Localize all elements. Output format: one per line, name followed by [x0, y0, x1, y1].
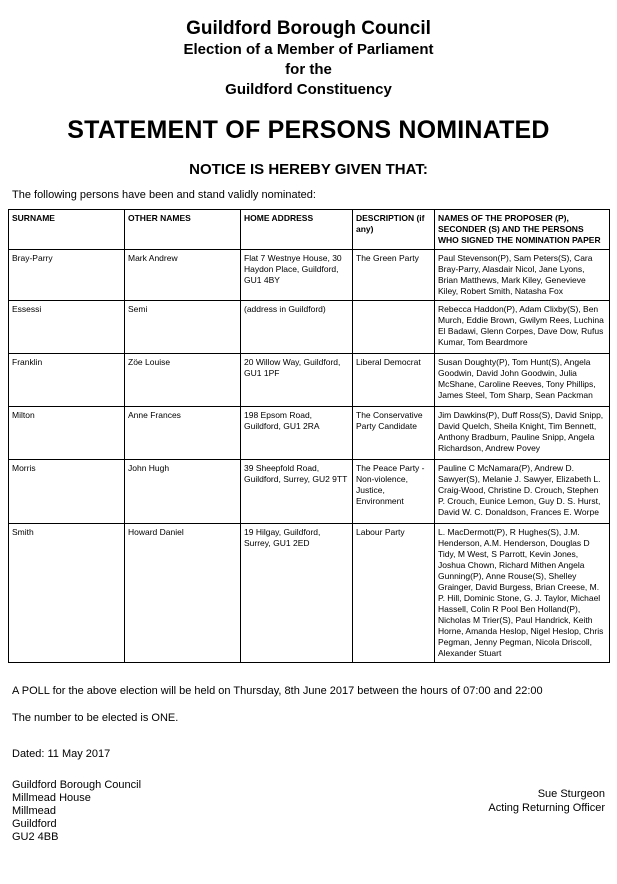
cell-address: 39 Sheepfold Road, Guildford, Surrey, GU2 9TT — [241, 460, 353, 524]
cell-other-names: Zöe Louise — [125, 354, 241, 407]
header-surname: SURNAME — [9, 210, 125, 250]
address-line: Guildford Borough Council — [12, 779, 142, 791]
address-line: GU2 4BB — [12, 831, 59, 843]
cell-other-names: Howard Daniel — [125, 524, 241, 663]
cell-surname: Smith — [9, 524, 125, 663]
table-row — [9, 301, 610, 354]
cell-description — [353, 301, 435, 354]
cell-surname: Franklin — [9, 354, 125, 407]
cell-surname: Bray-Parry — [9, 250, 125, 301]
header-home-address: HOME ADDRESS — [241, 210, 353, 250]
cell-description: Labour Party — [353, 524, 435, 663]
notice-heading: NOTICE IS HEREBY GIVEN THAT: — [189, 161, 428, 178]
cell-proposers: Paul Stevenson(P), Sam Peters(S), Cara Bray-Parry, Alasdair Nicol, Jane Lyons, Brian Matthews, Mark Kiley, Genevieve Kiley, Robert Smith, Natasha Fox — [435, 250, 610, 301]
cell-other-names: Semi — [125, 301, 241, 354]
nominations-table — [8, 209, 610, 663]
cell-address: 198 Epsom Road, Guildford, GU1 2RA — [241, 407, 353, 460]
cell-address: 20 Willow Way, Guildford, GU1 1PF — [241, 354, 353, 407]
signature-block — [488, 787, 605, 815]
header-description: DESCRIPTION (if any) — [353, 210, 435, 250]
intro-text: The following persons have been and stand validly nominated: — [12, 189, 316, 201]
table-row — [9, 407, 610, 460]
address-line: Millmead — [12, 805, 57, 817]
cell-surname: Essessi — [9, 301, 125, 354]
cell-address: (address in Guildford) — [241, 301, 353, 354]
document-header — [0, 18, 617, 180]
poll-notice: A POLL for the above election will be held on Thursday, 8th June 2017 between the hours of 07:00 and 22:00 — [12, 685, 543, 697]
address-line: Guildford — [12, 818, 57, 830]
cell-other-names: John Hugh — [125, 460, 241, 524]
signatory-name: Sue Sturgeon — [537, 788, 605, 800]
table-row — [9, 354, 610, 407]
table-row — [9, 460, 610, 524]
cell-description: The Conservative Party Candidate — [353, 407, 435, 460]
header-proposers: NAMES OF THE PROPOSER (P), SECONDER (S) AND THE PERSONS WHO SIGNED THE NOMINATION PAPER — [435, 210, 610, 250]
address-line: Millmead House — [12, 792, 91, 804]
cell-address: 19 Hilgay, Guildford, Surrey, GU1 2ED — [241, 524, 353, 663]
cell-proposers: L. MacDermott(P), R Hughes(S), J.M. Henderson, A.M. Henderson, Douglas D Tidy, M West, S Parrott, Kevin Jones, Joshua Chown, Richard Mithen Angela Gunning(P), Anne Rouse(S), Shelley Grainger, David Burgess, Brian Creese, M. P. Hill, Dominic Stone, G. J. Taylor, Michael Hassell, Colin R Pool Ben Holland(P), Nicholas M Trier(S), Paul Handrick, Keith Horne, Amanda Heslop, Nigel Heslop, Chris Pegman, Jenny Pegman, Nicola Driscoll, Alexander Stuart — [435, 524, 610, 663]
table-header-row — [9, 210, 610, 250]
cell-surname: Morris — [9, 460, 125, 524]
council-title: Guildford Borough Council — [186, 18, 431, 39]
cell-other-names: Anne Frances — [125, 407, 241, 460]
cell-proposers: Pauline C McNamara(P), Andrew D. Sawyer(S), Melanie J. Sawyer, Elizabeth L. Craig-Wood, Christine D. Crouch, Stephen P. Crouch, Eunice Lemon, Guy D. S. Hurst, David W. C. Donaldson, Frances E. Worpe — [435, 460, 610, 524]
cell-proposers: Jim Dawkins(P), Duff Ross(S), David Snipp, David Quelch, Sheila Knight, Tim Bennett, Anthony Bradburn, Pauline Snipp, Angela Richardson, Andrew Povey — [435, 407, 610, 460]
for-the-line: for the — [285, 61, 332, 78]
statement-title: STATEMENT OF PERSONS NOMINATED — [67, 116, 550, 144]
cell-address: Flat 7 Westnye House, 30 Haydon Place, Guildford, GU1 4BY — [241, 250, 353, 301]
constituency-title: Guildford Constituency — [225, 81, 392, 98]
election-title: Election of a Member of Parliament — [183, 41, 434, 58]
cell-surname: Milton — [9, 407, 125, 460]
table-row — [9, 524, 610, 663]
cell-description: The Green Party — [353, 250, 435, 301]
header-other-names: OTHER NAMES — [125, 210, 241, 250]
cell-description: Liberal Democrat — [353, 354, 435, 407]
signatory-title: Acting Returning Officer — [488, 802, 605, 814]
number-to-elect: The number to be elected is ONE. — [12, 712, 179, 724]
cell-description: The Peace Party - Non-violence, Justice, Environment — [353, 460, 435, 524]
date-line: Dated: 11 May 2017 — [12, 748, 111, 760]
table-row — [9, 250, 610, 301]
cell-other-names: Mark Andrew — [125, 250, 241, 301]
cell-proposers: Susan Doughty(P), Tom Hunt(S), Angela Goodwin, David John Goodwin, Julia McShane, Caroline Reeves, Tony Phillips, James Steel, Tom Sharp, Sean Packman — [435, 354, 610, 407]
cell-proposers: Rebecca Haddon(P), Adam Clixby(S), Ben Murch, Eddie Brown, Gwilym Rees, Luchina El Badawi, Glenn Corpes, Dave Dow, Rufus Kumar, Tom Beardmore — [435, 301, 610, 354]
